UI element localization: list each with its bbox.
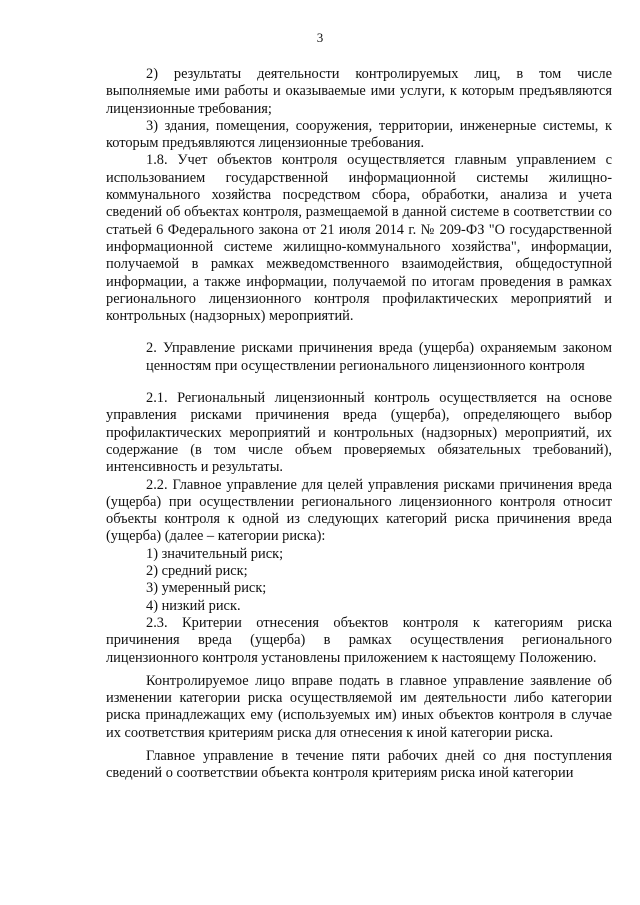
section-2-title: 2. Управление рисками причинения вреда (ущерба) охраняемым законом ценностям при осуществлении регионального лицензионного контроля — [146, 340, 612, 374]
document-body — [106, 66, 612, 783]
paragraph-1-8: 1.8. Учет объектов контроля осуществляется главным управлением с использованием государственной информационной системы жилищно-коммунального хозяйства посредством сбора, обработки, анализа и учета сведений об объектах контроля, размещаемой в данной системе в соответствии со статьей 6 Федерального закона от 21 июля 2014 г. № 209-ФЗ "О государственной информационной системе жилищно-коммунального хозяйства", информации, получаемой в рамках межведомственного взаимодействия, общедоступной информации, а также информации, получаемой по итогам проведения в рамках регионального лицензионного контроля профилактических мероприятий и контрольных (надзорных) мероприятий. — [106, 152, 612, 325]
risk-list-item: 4) низкий риск. — [146, 597, 241, 614]
paragraph-2-1: 2.1. Региональный лицензионный контроль осуществляется на основе управления рисками причинения вреда (ущерба), определяющего выбор профилактических мероприятий и контрольных (надзорных) мероприятий, их содержание (в том числе объем проверяемых обязательных требований), интенсивность и результаты. — [106, 390, 612, 476]
paragraph-2-2: 2.2. Главное управление для целей управления рисками причинения вреда (ущерба) при осуществлении регионального лицензионного контроля относит объекты контроля к одной из следующих категорий риска причинения вреда (ущерба) (далее – категории риска): — [106, 476, 612, 545]
risk-list-item: 1) значительный риск; — [146, 545, 284, 562]
paragraph-main-office-deadline: Главное управление в течение пяти рабочих дней со дня поступления сведений о соответствии объекта контроля критериям риска иной категории — [106, 747, 612, 782]
paragraph-item-2: 2) результаты деятельности контролируемых лиц, в том числе выполняемые ими работы и оказываемые ими услуги, к которым предъявляются лицензионные требования; — [106, 66, 612, 117]
risk-list-item: 2) средний риск; — [146, 563, 248, 580]
paragraph-2-3: 2.3. Критерии отнесения объектов контроля к категориям риска причинения вреда (ущерба) в рамках осуществления регионального лицензионного контроля установлены приложением к настоящему Положению. — [106, 614, 612, 666]
page-number: 3 — [316, 30, 324, 45]
paragraph-item-3: 3) здания, помещения, сооружения, территории, инженерные системы, к которым предъявляются лицензионные требования. — [106, 117, 612, 152]
risk-list-item: 3) умеренный риск; — [146, 580, 267, 597]
paragraph-risk-change-request: Контролируемое лицо вправе подать в главное управление заявление об изменении категории риска осуществляемой им деятельности либо категории риска принадлежащих ему (используемых им) иных объектов контроля в случае их соответствия критериям риска для отнесения к иной категории риска. — [106, 672, 612, 741]
